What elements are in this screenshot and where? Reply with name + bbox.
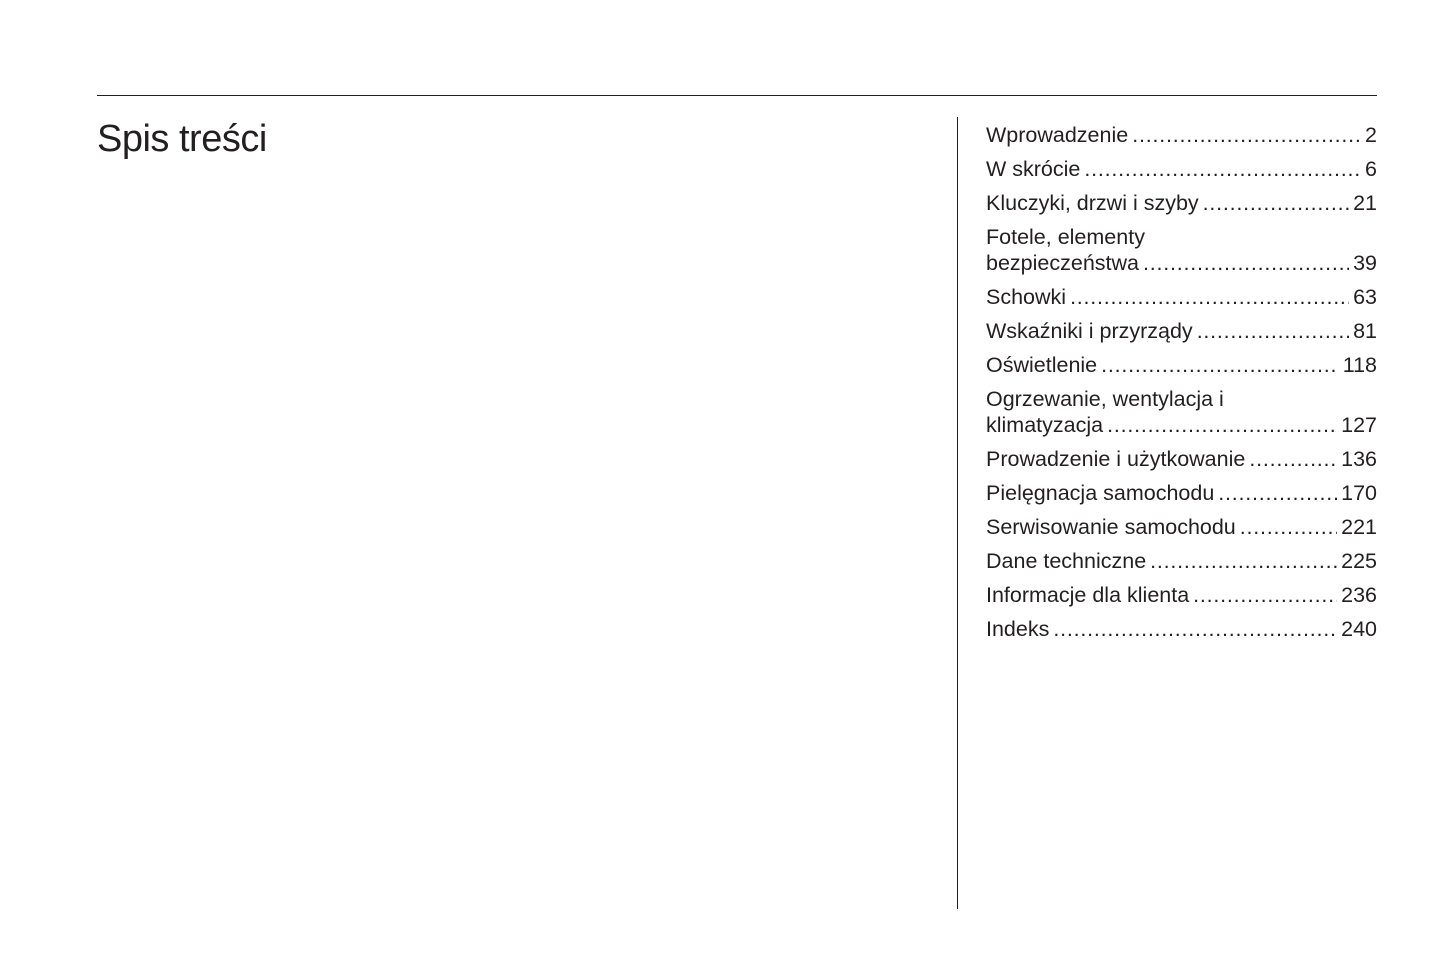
toc-entry-wprowadzenie[interactable] (986, 122, 1377, 148)
toc-leader-dots (1053, 616, 1337, 642)
header-rule (97, 95, 1377, 96)
toc-page-number: 236 (1341, 583, 1377, 607)
toc-page-number: 81 (1353, 319, 1377, 343)
toc-entry-schowki[interactable] (986, 284, 1377, 310)
toc-page-number: 21 (1353, 191, 1377, 215)
toc-page-number: 221 (1341, 515, 1377, 539)
toc-entry-label: Oświetlenie (986, 353, 1098, 377)
toc-page-number: 6 (1365, 157, 1377, 181)
toc-leader-dots (1218, 480, 1337, 506)
toc-entry-label: W skrócie (986, 157, 1081, 181)
toc-entry-prowadzenie[interactable] (986, 446, 1377, 472)
toc-leader-dots (1132, 122, 1361, 148)
toc-entry-indeks[interactable] (986, 616, 1377, 642)
toc-page-number: 39 (1353, 251, 1377, 275)
toc-entry-label: Kluczyki, drzwi i szyby (986, 191, 1199, 215)
toc-leader-dots (1084, 156, 1361, 182)
toc-page-number: 170 (1341, 481, 1377, 505)
column-divider (957, 117, 958, 909)
toc-entry-label-line1: Fotele, elementy (986, 225, 1145, 249)
toc-leader-dots (1193, 582, 1337, 608)
toc-leader-dots (1150, 548, 1337, 574)
page-title: Spis treści (97, 118, 267, 160)
toc-entry-label-line1: Ogrzewanie, wentylacja i (986, 387, 1224, 411)
toc-entry-w-skrocie[interactable] (986, 156, 1377, 182)
toc-entry-label: bezpieczeństwa (986, 251, 1139, 275)
toc-leader-dots (1197, 318, 1349, 344)
toc-page-number: 63 (1353, 285, 1377, 309)
toc-entry-label: Informacje dla klienta (986, 583, 1190, 607)
toc-entry-label: klimatyzacja (986, 413, 1104, 437)
toc-leader-dots (1240, 514, 1337, 540)
toc-page-number: 240 (1341, 617, 1377, 641)
toc-entry-label: Prowadzenie i użytkowanie (986, 447, 1246, 471)
toc-entry-dane-techniczne[interactable] (986, 548, 1377, 574)
toc-entry-wskazniki[interactable] (986, 318, 1377, 344)
toc-entry-label: Wskaźniki i przyrządy (986, 319, 1193, 343)
toc-entry-informacje[interactable] (986, 582, 1377, 608)
toc-leader-dots (1101, 352, 1339, 378)
toc-page-number: 127 (1341, 413, 1377, 437)
table-of-contents (986, 122, 1377, 650)
toc-page-number: 136 (1341, 447, 1377, 471)
toc-leader-dots (1249, 446, 1337, 472)
toc-entry-label: Serwisowanie samochodu (986, 515, 1236, 539)
toc-entry-pielegnacja[interactable] (986, 480, 1377, 506)
toc-entry-ogrzewanie[interactable] (986, 386, 1377, 438)
toc-entry-label: Indeks (986, 617, 1050, 641)
toc-entry-label: Dane techniczne (986, 549, 1147, 573)
toc-leader-dots (1107, 412, 1337, 438)
toc-page-number: 2 (1365, 123, 1377, 147)
toc-entry-oswietlenie[interactable] (986, 352, 1377, 378)
toc-page-number: 118 (1342, 353, 1377, 377)
toc-leader-dots (1070, 284, 1349, 310)
toc-leader-dots (1143, 250, 1349, 276)
toc-leader-dots (1203, 190, 1349, 216)
toc-entry-fotele[interactable] (986, 224, 1377, 276)
toc-entry-kluczyki[interactable] (986, 190, 1377, 216)
toc-entry-serwisowanie[interactable] (986, 514, 1377, 540)
toc-entry-label: Schowki (986, 285, 1067, 309)
toc-entry-label: Wprowadzenie (986, 123, 1129, 147)
toc-page-number: 225 (1341, 549, 1377, 573)
toc-entry-label: Pielęgnacja samochodu (986, 481, 1215, 505)
